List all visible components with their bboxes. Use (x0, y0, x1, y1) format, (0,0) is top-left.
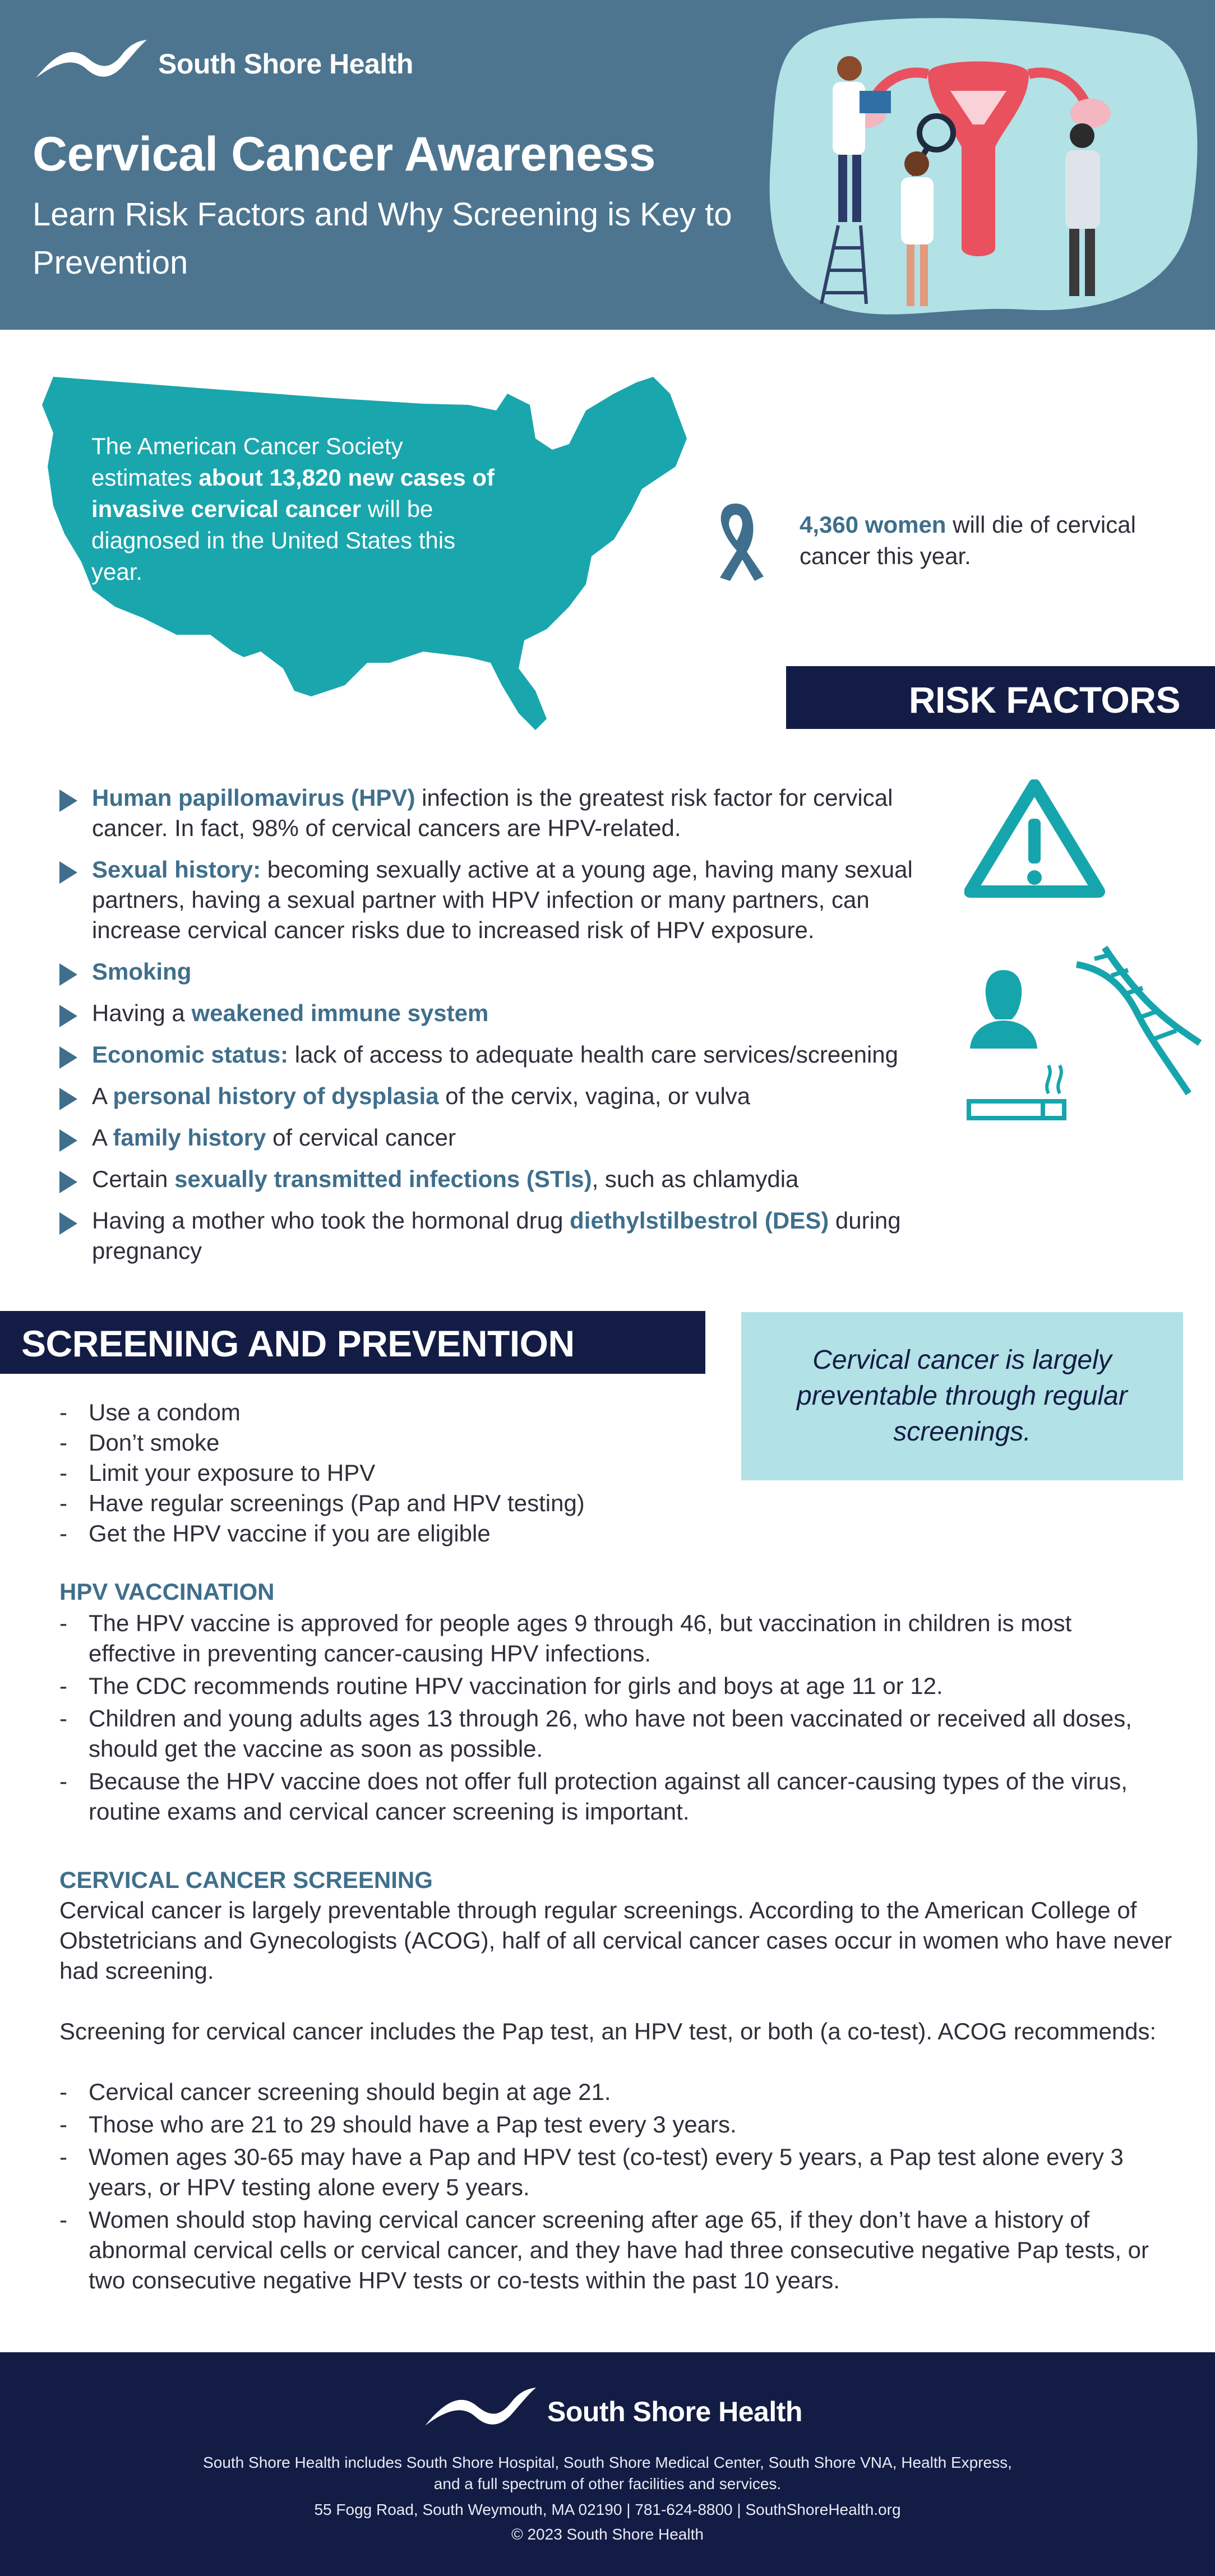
cases-stat-highlight: about 13,820 new cases of invasive cervical cancer (91, 464, 495, 522)
list-item (59, 1164, 957, 1194)
page-title: Cervical Cancer Awareness (33, 127, 655, 181)
bullet-arrow-icon (59, 963, 77, 986)
list-item (59, 1081, 957, 1111)
item-text: , such as chlamydia (592, 1166, 799, 1192)
bullet-arrow-icon (59, 1046, 77, 1069)
item-text: of the cervix, vagina, or vulva (438, 1083, 751, 1109)
deaths-stat-highlight: 4,360 women (800, 511, 946, 538)
awareness-ribbon-icon (708, 499, 764, 583)
item-highlight: diethylstilbestrol (DES) (570, 1207, 829, 1234)
acog-recommendations-list (59, 2077, 1175, 2298)
item-text: infection is the greatest risk factor for cervical cancer. In fact, 98% of cervical cancers are HPV-related. (92, 784, 893, 841)
cigarette-icon (969, 1065, 1064, 1118)
header (0, 0, 1215, 330)
deaths-stat-post: will die of cervical cancer this year. (800, 511, 1136, 569)
item-text: becoming sexually active at a young age, having many sexual partners, having a sexual partner with HPV infection or many partners, can increase cervical cancer risks due to increased risk of HPV exposure. (92, 856, 913, 943)
list-item: - Those who are 21 to 29 should have a Pap test every 3 years. (59, 2109, 1175, 2140)
cervical-screening-paragraph: Cervical cancer is largely preventable through regular screenings. According to the American College of Obstetricians and Gynecologists (ACOG), half of all cervical cancer cases occur in women who have never had screening. (59, 1897, 1172, 1984)
list-item: - Children and young adults ages 13 through 26, who have not been vaccinated or received all doses, should get the vaccine as soon as possible. (59, 1704, 1158, 1764)
item-text: A (92, 1083, 113, 1109)
list-item: - Women should stop having cervical cancer screening after age 65, if they don’t have a history of abnormal cervical cells or cervical cancer, and they have had three consecutive negative Pap tests, or two consecutive negative HPV tests or co-tests within the past 10 years. (59, 2205, 1175, 2296)
woman-icon (970, 970, 1037, 1049)
dna-icon (1077, 948, 1200, 1093)
brand-name: South Shore Health (158, 48, 413, 80)
footer-copyright: © 2023 South Shore Health (511, 2526, 704, 2543)
item-highlight: Smoking (92, 958, 192, 985)
bullet-arrow-icon (59, 1129, 77, 1152)
footer-logo[interactable] (422, 2377, 802, 2439)
wave-logo-icon (422, 2380, 539, 2436)
list-item (59, 855, 957, 945)
risk-factors-list (59, 783, 957, 1277)
item-text: A (92, 1124, 113, 1151)
item-text: lack of access to adequate health care services/screening (288, 1041, 899, 1068)
cases-stat (91, 431, 501, 588)
risk-factors-banner (786, 666, 1215, 729)
warning-icon (970, 785, 1099, 892)
bullet-arrow-icon (59, 1212, 77, 1235)
list-item: - Don’t smoke (59, 1428, 704, 1458)
list-item: - Get the HPV vaccine if you are eligible (59, 1518, 704, 1549)
screening-banner (0, 1311, 705, 1374)
list-item (59, 783, 957, 843)
page-subtitle: Learn Risk Factors and Why Screening is Key to Prevention (33, 196, 732, 281)
item-highlight: family history (113, 1124, 266, 1151)
list-item: - The CDC recommends routine HPV vaccination for girls and boys at age 11 or 12. (59, 1671, 1158, 1701)
item-highlight: Economic status: (92, 1041, 289, 1068)
list-item: - Use a condom (59, 1397, 704, 1428)
list-item (59, 1123, 957, 1153)
cases-stat-post: will be diagnosed in the United States this year. (91, 496, 456, 585)
item-highlight: Sexual history: (92, 856, 261, 883)
list-item (59, 998, 957, 1028)
bullet-arrow-icon (59, 1171, 77, 1193)
screening-title: SCREENING AND PREVENTION (21, 1323, 575, 1364)
list-item: - The HPV vaccine is approved for people ages 9 through 46, but vaccination in children is most effective in preventing cancer-causing HPV infections. (59, 1608, 1158, 1669)
wave-logo-icon (33, 32, 150, 88)
risk-factors-title: RISK FACTORS (908, 679, 1180, 721)
list-item (59, 957, 957, 987)
bullet-arrow-icon (59, 1005, 77, 1027)
list-item (59, 1040, 957, 1070)
item-highlight: personal history of dysplasia (113, 1083, 439, 1109)
bullet-arrow-icon (59, 790, 77, 812)
acog-intro-paragraph: Screening for cervical cancer includes the Pap test, an HPV test, or both (a co-test). ACOG recommends: (59, 2018, 1157, 2044)
item-text: of cervical cancer (266, 1124, 456, 1151)
item-text: Certain (92, 1166, 175, 1192)
callout-text: Cervical cancer is largely preventable through regular screenings. (797, 1345, 1128, 1447)
list-item: - Because the HPV vaccine does not offer full protection against all cancer-causing types of the virus, routine exams and cervical cancer screening is important. (59, 1766, 1158, 1827)
list-item: - Have regular screenings (Pap and HPV testing) (59, 1488, 704, 1518)
callout-box (741, 1312, 1183, 1480)
item-highlight: Human papillomavirus (HPV) (92, 784, 415, 811)
item-text: Having a mother who took the hormonal drug (92, 1207, 570, 1234)
risk-icons-group (964, 779, 1205, 1138)
list-item: - Cervical cancer screening should begin at age 21. (59, 2077, 1175, 2107)
hpv-vaccination-heading: HPV VACCINATION (59, 1578, 275, 1605)
list-item (59, 1206, 957, 1266)
cases-stat-pre: The American Cancer Society estimates (91, 433, 403, 491)
hpv-vaccination-list (59, 1608, 1158, 1829)
deaths-stat (800, 509, 1181, 572)
cervical-screening-heading: CERVICAL CANCER SCREENING (59, 1867, 433, 1893)
list-item: - Limit your exposure to HPV (59, 1458, 704, 1488)
list-item: - Women ages 30-65 may have a Pap and HPV test (co-test) every 5 years, a Pap test alone every 3 years, or HPV testing alone every 5 years. (59, 2142, 1175, 2203)
bullet-arrow-icon (59, 861, 77, 884)
footer-description-line-2: and a full spectrum of other facilities and services. (433, 2475, 782, 2492)
brand-logo[interactable] (33, 29, 413, 91)
footer-description-line-1: South Shore Health includes South Shore Hospital, South Shore Medical Center, South Shore VNA, Health Express, (203, 2454, 1012, 2471)
bullet-arrow-icon (59, 1088, 77, 1110)
item-text: Having a (92, 1000, 192, 1026)
item-highlight: weakened immune system (191, 1000, 489, 1026)
footer-contact[interactable]: 55 Fogg Road, South Weymouth, MA 02190 | 781-624-8800 | SouthShoreHealth.org (314, 2501, 901, 2518)
footer (0, 2352, 1215, 2576)
item-text: during pregnancy (92, 1207, 901, 1264)
item-highlight: sexually transmitted infections (STIs) (174, 1166, 592, 1192)
prevention-list (59, 1397, 704, 1549)
footer-brand-name: South Shore Health (547, 2396, 802, 2427)
doctors-examining-uterus-illustration (760, 12, 1203, 324)
